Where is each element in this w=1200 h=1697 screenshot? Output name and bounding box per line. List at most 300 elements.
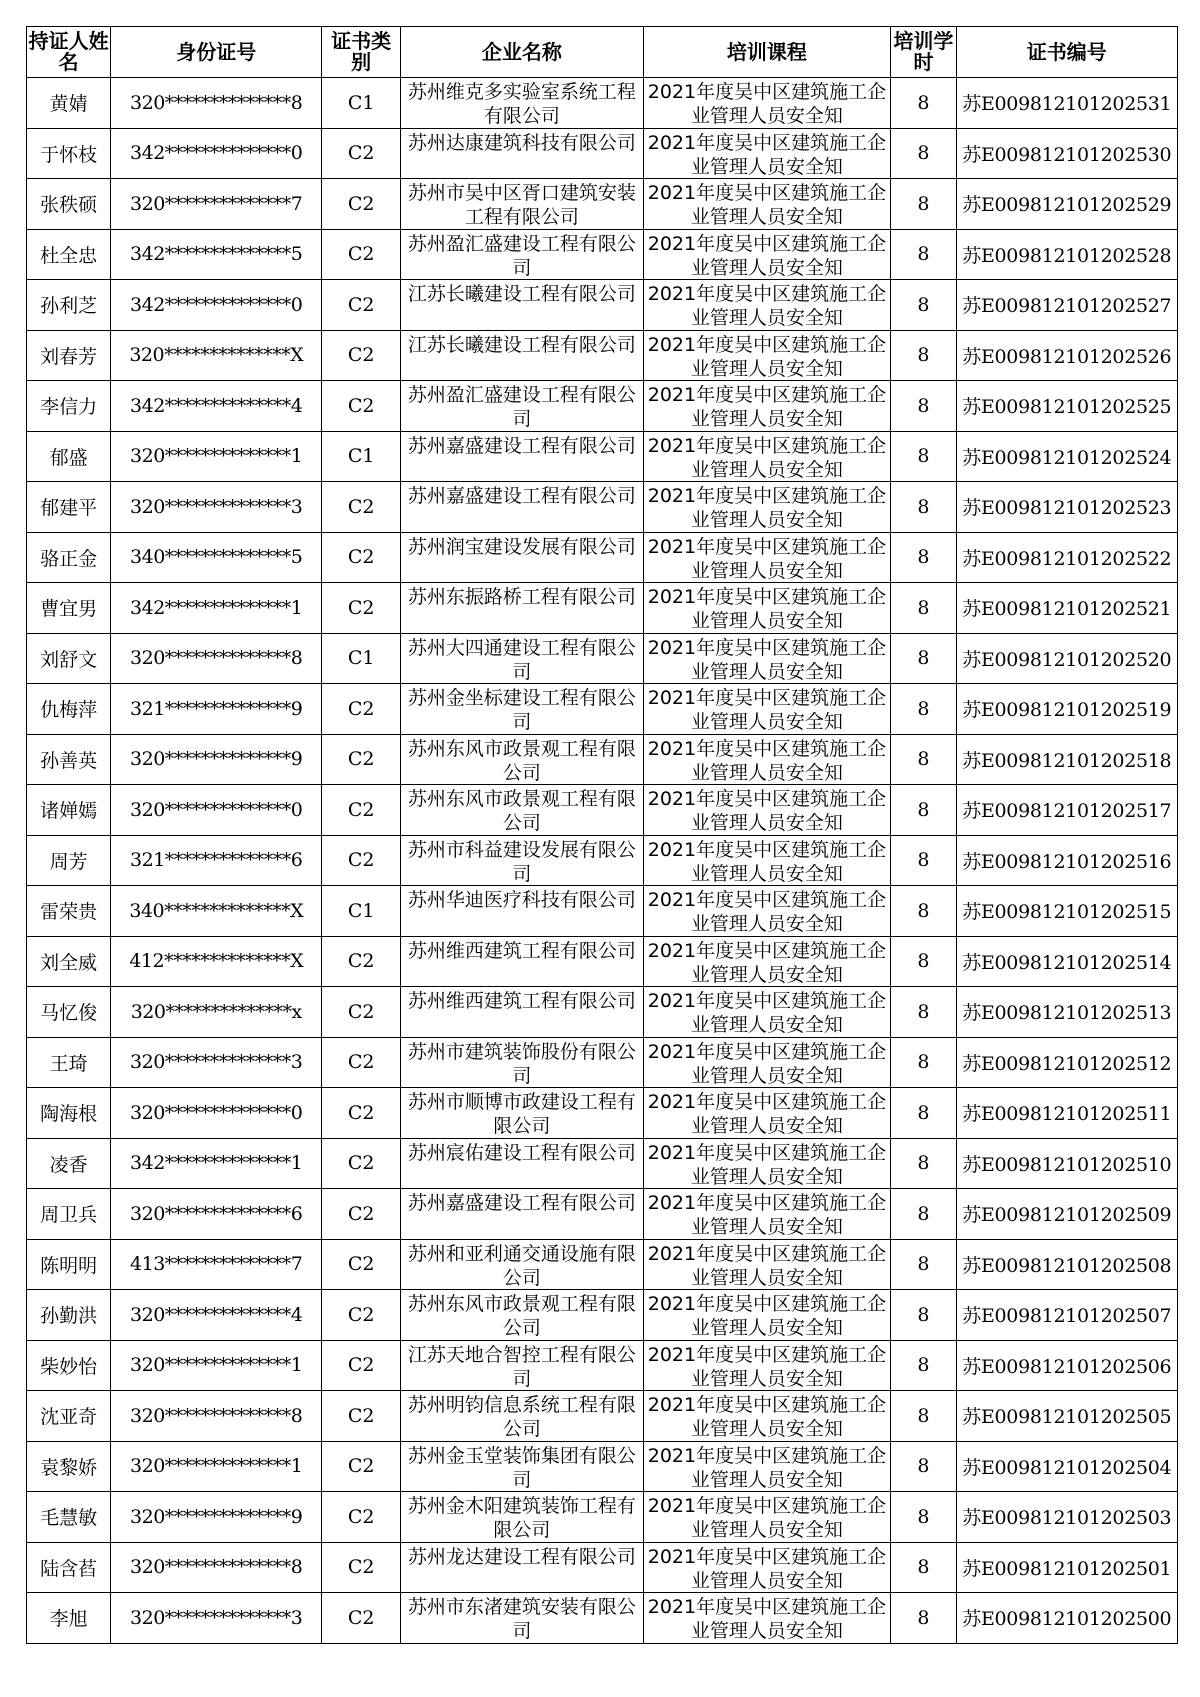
course-cell-text: 2021年度吴中区建筑施工企业管理人员安全知 <box>647 788 887 834</box>
cert-number-cell: 苏E009812101202505 <box>956 1391 1177 1442</box>
id-number-cell: 320**************0 <box>111 785 322 836</box>
cert-number-cell: 苏E009812101202517 <box>956 785 1177 836</box>
hours-cell: 8 <box>891 886 956 937</box>
table-row <box>27 1542 1178 1593</box>
table-row <box>27 785 1178 836</box>
company-cell-text: 苏州达康建筑科技有限公司 <box>407 131 636 154</box>
cert-number-cell: 苏E009812101202531 <box>956 78 1177 129</box>
holder-name-cell: 柴妙怡 <box>27 1340 111 1391</box>
course-cell <box>643 1391 891 1442</box>
holder-name-cell: 袁黎娇 <box>27 1441 111 1492</box>
company-cell <box>401 1138 643 1189</box>
company-cell-text: 苏州维西建筑工程有限公司 <box>407 990 636 1013</box>
cert-type-cell: C2 <box>322 128 401 179</box>
id-number-cell: 320**************9 <box>111 1492 322 1543</box>
cert-type-cell: C2 <box>322 987 401 1038</box>
cert-type-cell: C2 <box>322 1290 401 1341</box>
table-row <box>27 633 1178 684</box>
holder-name-cell: 郁盛 <box>27 431 111 482</box>
company-cell <box>401 381 643 432</box>
table-row <box>27 1037 1178 1088</box>
holder-name-cell: 雷荣贵 <box>27 886 111 937</box>
course-cell <box>643 936 891 987</box>
holder-name-cell: 孙利芝 <box>27 280 111 331</box>
hours-cell: 8 <box>891 1088 956 1139</box>
cert-type-cell: C2 <box>322 280 401 331</box>
cert-number-cell: 苏E009812101202519 <box>956 684 1177 735</box>
cert-number-cell: 苏E009812101202518 <box>956 734 1177 785</box>
hours-cell: 8 <box>891 1138 956 1189</box>
hours-cell: 8 <box>891 381 956 432</box>
hours-cell: 8 <box>891 1441 956 1492</box>
course-cell-text: 2021年度吴中区建筑施工企业管理人员安全知 <box>647 687 887 733</box>
course-cell-text: 2021年度吴中区建筑施工企业管理人员安全知 <box>647 1343 887 1389</box>
cert-number-cell: 苏E009812101202509 <box>956 1189 1177 1240</box>
cert-type-cell: C2 <box>322 179 401 230</box>
cert-type-cell: C2 <box>322 936 401 987</box>
cert-type-cell: C1 <box>322 78 401 129</box>
table-row <box>27 1340 1178 1391</box>
hours-cell: 8 <box>891 431 956 482</box>
company-cell <box>401 1441 643 1492</box>
course-cell <box>643 482 891 533</box>
company-cell-text: 苏州东风市政景观工程有限公司 <box>407 788 636 834</box>
id-number-cell: 320**************1 <box>111 1441 322 1492</box>
cert-type-cell: C2 <box>322 1189 401 1240</box>
id-number-cell: 320**************3 <box>111 482 322 533</box>
table-row <box>27 330 1178 381</box>
holder-name-cell: 杜全忠 <box>27 229 111 280</box>
table-row <box>27 1593 1178 1644</box>
company-cell <box>401 229 643 280</box>
course-cell <box>643 633 891 684</box>
holder-name-cell: 黄婧 <box>27 78 111 129</box>
holder-name-cell: 于怀枝 <box>27 128 111 179</box>
company-cell-text: 苏州金坐标建设工程有限公司 <box>407 687 636 733</box>
id-number-cell: 320**************1 <box>111 431 322 482</box>
cert-number-cell: 苏E009812101202511 <box>956 1088 1177 1139</box>
id-number-cell: 320**************1 <box>111 1340 322 1391</box>
cert-number-cell: 苏E009812101202515 <box>956 886 1177 937</box>
course-cell-text: 2021年度吴中区建筑施工企业管理人员安全知 <box>647 1040 887 1086</box>
cert-type-cell: C2 <box>322 330 401 381</box>
course-cell-text: 2021年度吴中区建筑施工企业管理人员安全知 <box>647 1192 887 1238</box>
id-number-cell: 320**************9 <box>111 734 322 785</box>
hours-cell: 8 <box>891 229 956 280</box>
id-number-cell: 342**************0 <box>111 280 322 331</box>
company-cell <box>401 936 643 987</box>
holder-name-cell: 刘春芳 <box>27 330 111 381</box>
company-cell <box>401 684 643 735</box>
id-number-cell: 320**************8 <box>111 1542 322 1593</box>
company-cell-text: 苏州嘉盛建设工程有限公司 <box>407 434 636 457</box>
hours-cell: 8 <box>891 1391 956 1442</box>
company-cell <box>401 987 643 1038</box>
holder-name-cell: 张秩硕 <box>27 179 111 230</box>
company-cell-text: 苏州市东渚建筑安装有限公司 <box>407 1596 636 1642</box>
table-row <box>27 280 1178 331</box>
company-cell <box>401 431 643 482</box>
course-cell <box>643 78 891 129</box>
company-cell-text: 苏州金玉堂装饰集团有限公司 <box>407 1444 636 1490</box>
course-cell <box>643 431 891 482</box>
company-cell <box>401 128 643 179</box>
hours-cell: 8 <box>891 1290 956 1341</box>
id-number-cell: 342**************5 <box>111 229 322 280</box>
holder-name-cell: 仇梅萍 <box>27 684 111 735</box>
header-course: 培训课程 <box>643 27 891 78</box>
table-row <box>27 1138 1178 1189</box>
table-row <box>27 1239 1178 1290</box>
hours-cell: 8 <box>891 633 956 684</box>
hours-cell: 8 <box>891 1492 956 1543</box>
cert-type-cell: C2 <box>322 785 401 836</box>
cert-number-cell: 苏E009812101202521 <box>956 583 1177 634</box>
cert-number-cell: 苏E009812101202527 <box>956 280 1177 331</box>
id-number-cell: 320**************x <box>111 987 322 1038</box>
company-cell <box>401 583 643 634</box>
holder-name-cell: 周卫兵 <box>27 1189 111 1240</box>
holder-name-cell: 陶海根 <box>27 1088 111 1139</box>
id-number-cell: 320**************3 <box>111 1593 322 1644</box>
cert-type-cell: C2 <box>322 1441 401 1492</box>
company-cell-text: 苏州维克多实验室系统工程有限公司 <box>407 81 636 127</box>
company-cell <box>401 78 643 129</box>
course-cell-text: 2021年度吴中区建筑施工企业管理人员安全知 <box>647 434 887 480</box>
hours-cell: 8 <box>891 532 956 583</box>
company-cell-text: 苏州盈汇盛建设工程有限公司 <box>407 232 636 278</box>
course-cell <box>643 1593 891 1644</box>
company-cell-text: 江苏长曦建设工程有限公司 <box>407 333 636 356</box>
table-row <box>27 179 1178 230</box>
hours-cell: 8 <box>891 179 956 230</box>
course-cell <box>643 128 891 179</box>
holder-name-cell: 陆含萏 <box>27 1542 111 1593</box>
company-cell <box>401 886 643 937</box>
table-row <box>27 684 1178 735</box>
course-cell-text: 2021年度吴中区建筑施工企业管理人员安全知 <box>647 1545 887 1591</box>
course-cell <box>643 179 891 230</box>
table-row <box>27 583 1178 634</box>
id-number-cell: 320**************3 <box>111 1037 322 1088</box>
holder-name-cell: 刘全威 <box>27 936 111 987</box>
holder-name-cell: 周芳 <box>27 835 111 886</box>
table-row <box>27 1492 1178 1543</box>
course-cell-text: 2021年度吴中区建筑施工企业管理人员安全知 <box>647 485 887 531</box>
company-cell <box>401 1290 643 1341</box>
id-number-cell: 320**************4 <box>111 1290 322 1341</box>
company-cell-text: 苏州和亚利通交通设施有限公司 <box>407 1242 636 1288</box>
table-row <box>27 128 1178 179</box>
course-cell-text: 2021年度吴中区建筑施工企业管理人员安全知 <box>647 535 887 581</box>
cert-type-cell: C2 <box>322 1138 401 1189</box>
company-cell-text: 苏州嘉盛建设工程有限公司 <box>407 1192 636 1215</box>
cert-number-cell: 苏E009812101202523 <box>956 482 1177 533</box>
cert-number-cell: 苏E009812101202524 <box>956 431 1177 482</box>
id-number-cell: 321**************9 <box>111 684 322 735</box>
holder-name-cell: 凌香 <box>27 1138 111 1189</box>
cert-type-cell: C2 <box>322 1542 401 1593</box>
course-cell-text: 2021年度吴中区建筑施工企业管理人员安全知 <box>647 182 887 228</box>
id-number-cell: 342**************1 <box>111 583 322 634</box>
id-number-cell: 320**************0 <box>111 1088 322 1139</box>
hours-cell: 8 <box>891 330 956 381</box>
id-number-cell: 340**************5 <box>111 532 322 583</box>
id-number-cell: 342**************0 <box>111 128 322 179</box>
holder-name-cell: 沈亚奇 <box>27 1391 111 1442</box>
holder-name-cell: 王琦 <box>27 1037 111 1088</box>
company-cell <box>401 1542 643 1593</box>
course-cell <box>643 1239 891 1290</box>
company-cell-text: 苏州市建筑装饰股份有限公司 <box>407 1040 636 1086</box>
cert-number-cell: 苏E009812101202501 <box>956 1542 1177 1593</box>
id-number-cell: 342**************1 <box>111 1138 322 1189</box>
course-cell-text: 2021年度吴中区建筑施工企业管理人员安全知 <box>647 1444 887 1490</box>
company-cell-text: 苏州维西建筑工程有限公司 <box>407 939 636 962</box>
cert-number-cell: 苏E009812101202528 <box>956 229 1177 280</box>
course-cell <box>643 785 891 836</box>
holder-name-cell: 孙勤洪 <box>27 1290 111 1341</box>
course-cell-text: 2021年度吴中区建筑施工企业管理人员安全知 <box>647 1394 887 1440</box>
course-cell <box>643 229 891 280</box>
holder-name-cell: 李信力 <box>27 381 111 432</box>
course-cell <box>643 583 891 634</box>
course-cell-text: 2021年度吴中区建筑施工企业管理人员安全知 <box>647 838 887 884</box>
cert-number-cell: 苏E009812101202503 <box>956 1492 1177 1543</box>
company-cell-text: 苏州龙达建设工程有限公司 <box>407 1545 636 1568</box>
company-cell-text: 苏州盈汇盛建设工程有限公司 <box>407 384 636 430</box>
id-number-cell: 321**************6 <box>111 835 322 886</box>
company-cell <box>401 1391 643 1442</box>
course-cell <box>643 1189 891 1240</box>
table-header <box>27 27 1178 78</box>
cert-type-cell: C2 <box>322 532 401 583</box>
company-cell <box>401 179 643 230</box>
cert-number-cell: 苏E009812101202525 <box>956 381 1177 432</box>
company-cell-text: 苏州华迪医疗科技有限公司 <box>407 889 636 912</box>
cert-number-cell: 苏E009812101202516 <box>956 835 1177 886</box>
company-cell <box>401 532 643 583</box>
course-cell-text: 2021年度吴中区建筑施工企业管理人员安全知 <box>647 1141 887 1187</box>
course-cell <box>643 532 891 583</box>
table-row <box>27 936 1178 987</box>
cert-type-cell: C2 <box>322 1340 401 1391</box>
company-cell <box>401 734 643 785</box>
company-cell <box>401 1593 643 1644</box>
company-cell <box>401 1037 643 1088</box>
holder-name-cell: 马忆俊 <box>27 987 111 1038</box>
course-cell-text: 2021年度吴中区建筑施工企业管理人员安全知 <box>647 1242 887 1288</box>
header-cert-type: 证书类别 <box>322 27 401 78</box>
company-cell-text: 苏州宸佑建设工程有限公司 <box>407 1141 636 1164</box>
company-cell-text: 苏州东风市政景观工程有限公司 <box>407 1293 636 1339</box>
cert-number-cell: 苏E009812101202530 <box>956 128 1177 179</box>
table-row <box>27 229 1178 280</box>
cert-number-cell: 苏E009812101202510 <box>956 1138 1177 1189</box>
company-cell <box>401 482 643 533</box>
cert-type-cell: C2 <box>322 734 401 785</box>
cert-number-cell: 苏E009812101202526 <box>956 330 1177 381</box>
certificate-table <box>26 26 1178 1644</box>
cert-type-cell: C2 <box>322 1391 401 1442</box>
table-row <box>27 886 1178 937</box>
header-holder-name: 持证人姓名 <box>27 27 111 78</box>
table-row <box>27 734 1178 785</box>
course-cell-text: 2021年度吴中区建筑施工企业管理人员安全知 <box>647 939 887 985</box>
hours-cell: 8 <box>891 1593 956 1644</box>
id-number-cell: 340**************X <box>111 886 322 937</box>
hours-cell: 8 <box>891 128 956 179</box>
course-cell <box>643 280 891 331</box>
table-row <box>27 1189 1178 1240</box>
company-cell <box>401 1088 643 1139</box>
course-cell-text: 2021年度吴中区建筑施工企业管理人员安全知 <box>647 232 887 278</box>
hours-cell: 8 <box>891 78 956 129</box>
company-cell-text: 江苏长曦建设工程有限公司 <box>407 283 636 306</box>
table-row <box>27 1088 1178 1139</box>
table-row <box>27 835 1178 886</box>
hours-cell: 8 <box>891 1340 956 1391</box>
course-cell <box>643 330 891 381</box>
id-number-cell: 320**************6 <box>111 1189 322 1240</box>
header-row <box>27 27 1178 78</box>
cert-type-cell: C2 <box>322 482 401 533</box>
course-cell <box>643 1037 891 1088</box>
course-cell <box>643 1492 891 1543</box>
table-row <box>27 987 1178 1038</box>
company-cell <box>401 1340 643 1391</box>
company-cell <box>401 1492 643 1543</box>
holder-name-cell: 孙善英 <box>27 734 111 785</box>
cert-type-cell: C2 <box>322 684 401 735</box>
cert-number-cell: 苏E009812101202500 <box>956 1593 1177 1644</box>
hours-cell: 8 <box>891 482 956 533</box>
hours-cell: 8 <box>891 936 956 987</box>
course-cell <box>643 886 891 937</box>
course-cell-text: 2021年度吴中区建筑施工企业管理人员安全知 <box>647 737 887 783</box>
cert-type-cell: C2 <box>322 381 401 432</box>
course-cell <box>643 835 891 886</box>
cert-type-cell: C2 <box>322 1492 401 1543</box>
table-row <box>27 1290 1178 1341</box>
cert-number-cell: 苏E009812101202506 <box>956 1340 1177 1391</box>
hours-cell: 8 <box>891 684 956 735</box>
hours-cell: 8 <box>891 734 956 785</box>
course-cell <box>643 1088 891 1139</box>
cert-number-cell: 苏E009812101202514 <box>956 936 1177 987</box>
hours-cell: 8 <box>891 835 956 886</box>
table-row <box>27 1441 1178 1492</box>
company-cell-text: 江苏天地合智控工程有限公司 <box>407 1343 636 1389</box>
table-row <box>27 1391 1178 1442</box>
course-cell <box>643 684 891 735</box>
header-id-number: 身份证号 <box>111 27 322 78</box>
cert-type-cell: C1 <box>322 633 401 684</box>
cert-type-cell: C1 <box>322 886 401 937</box>
hours-cell: 8 <box>891 987 956 1038</box>
course-cell-text: 2021年度吴中区建筑施工企业管理人员安全知 <box>647 1293 887 1339</box>
company-cell-text: 苏州市顺博市政建设工程有限公司 <box>407 1091 636 1137</box>
header-company: 企业名称 <box>401 27 643 78</box>
course-cell-text: 2021年度吴中区建筑施工企业管理人员安全知 <box>647 283 887 329</box>
cert-number-cell: 苏E009812101202520 <box>956 633 1177 684</box>
company-cell <box>401 1189 643 1240</box>
course-cell-text: 2021年度吴中区建筑施工企业管理人员安全知 <box>647 889 887 935</box>
table-row <box>27 78 1178 129</box>
cert-number-cell: 苏E009812101202529 <box>956 179 1177 230</box>
course-cell <box>643 1542 891 1593</box>
company-cell <box>401 785 643 836</box>
course-cell <box>643 381 891 432</box>
company-cell-text: 苏州润宝建设发展有限公司 <box>407 535 636 558</box>
hours-cell: 8 <box>891 1037 956 1088</box>
id-number-cell: 413**************7 <box>111 1239 322 1290</box>
company-cell-text: 苏州明钧信息系统工程有限公司 <box>407 1394 636 1440</box>
header-hours: 培训学时 <box>891 27 956 78</box>
cert-type-cell: C2 <box>322 229 401 280</box>
company-cell <box>401 330 643 381</box>
course-cell-text: 2021年度吴中区建筑施工企业管理人员安全知 <box>647 1596 887 1642</box>
cert-number-cell: 苏E009812101202522 <box>956 532 1177 583</box>
course-cell-text: 2021年度吴中区建筑施工企业管理人员安全知 <box>647 384 887 430</box>
company-cell-text: 苏州市科益建设发展有限公司 <box>407 838 636 884</box>
cert-type-cell: C2 <box>322 1088 401 1139</box>
cert-number-cell: 苏E009812101202513 <box>956 987 1177 1038</box>
id-number-cell: 320**************7 <box>111 179 322 230</box>
holder-name-cell: 曹宜男 <box>27 583 111 634</box>
company-cell-text: 苏州东振路桥工程有限公司 <box>407 586 636 609</box>
hours-cell: 8 <box>891 1189 956 1240</box>
id-number-cell: 342**************4 <box>111 381 322 432</box>
cert-number-cell: 苏E009812101202508 <box>956 1239 1177 1290</box>
cert-number-cell: 苏E009812101202507 <box>956 1290 1177 1341</box>
holder-name-cell: 刘舒文 <box>27 633 111 684</box>
course-cell-text: 2021年度吴中区建筑施工企业管理人员安全知 <box>647 1495 887 1541</box>
course-cell-text: 2021年度吴中区建筑施工企业管理人员安全知 <box>647 636 887 682</box>
course-cell-text: 2021年度吴中区建筑施工企业管理人员安全知 <box>647 586 887 632</box>
company-cell-text: 苏州大四通建设工程有限公司 <box>407 636 636 682</box>
table-row <box>27 532 1178 583</box>
cert-type-cell: C2 <box>322 1239 401 1290</box>
course-cell <box>643 1441 891 1492</box>
company-cell <box>401 280 643 331</box>
holder-name-cell: 毛慧敏 <box>27 1492 111 1543</box>
cert-type-cell: C2 <box>322 583 401 634</box>
cert-type-cell: C2 <box>322 1037 401 1088</box>
company-cell <box>401 1239 643 1290</box>
course-cell-text: 2021年度吴中区建筑施工企业管理人员安全知 <box>647 81 887 127</box>
holder-name-cell: 陈明明 <box>27 1239 111 1290</box>
cert-type-cell: C2 <box>322 1593 401 1644</box>
cert-type-cell: C2 <box>322 835 401 886</box>
id-number-cell: 320**************8 <box>111 78 322 129</box>
cert-type-cell: C1 <box>322 431 401 482</box>
company-cell-text: 苏州市吴中区胥口建筑安装工程有限公司 <box>407 182 636 228</box>
course-cell <box>643 1340 891 1391</box>
company-cell-text: 苏州东风市政景观工程有限公司 <box>407 737 636 783</box>
course-cell-text: 2021年度吴中区建筑施工企业管理人员安全知 <box>647 1091 887 1137</box>
company-cell-text: 苏州金木阳建筑装饰工程有限公司 <box>407 1495 636 1541</box>
table-row <box>27 482 1178 533</box>
hours-cell: 8 <box>891 1239 956 1290</box>
course-cell-text: 2021年度吴中区建筑施工企业管理人员安全知 <box>647 990 887 1036</box>
holder-name-cell: 郁建平 <box>27 482 111 533</box>
course-cell-text: 2021年度吴中区建筑施工企业管理人员安全知 <box>647 333 887 379</box>
course-cell <box>643 734 891 785</box>
table-body <box>27 78 1178 1644</box>
holder-name-cell: 骆正金 <box>27 532 111 583</box>
holder-name-cell: 诸婵嫣 <box>27 785 111 836</box>
